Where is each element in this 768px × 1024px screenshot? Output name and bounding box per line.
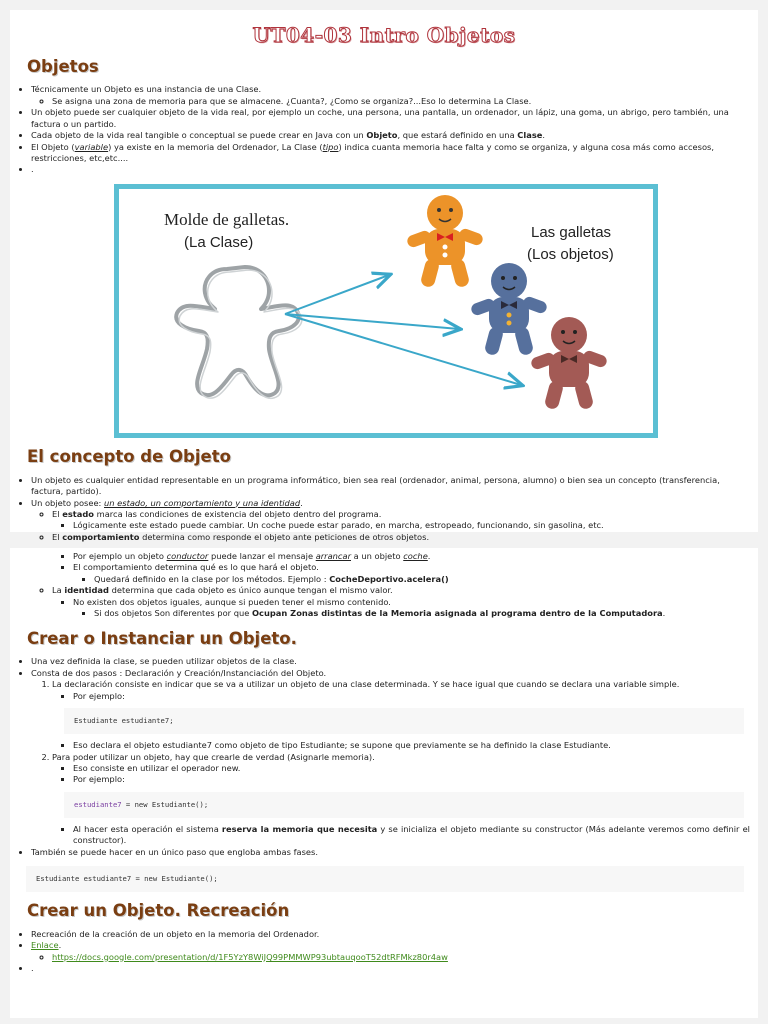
cookie-brown-icon: [530, 317, 609, 410]
concepto-list: [10, 475, 750, 544]
recreacion-list: [10, 929, 750, 975]
list-item: ◦ La identidad determina que cada objeto es único aunque tengan el mismo valor. ▪ No existen dos objetos iguales, aunque si pueden tener el mismo contenido. ▪ Si dos objetos Son diferentes por que Ocupan Zonas distintas de la Memoria asignada al programa dentro de la Computadora.: [52, 585, 750, 619]
steps-list: [31, 679, 750, 702]
list-item: • Cada objeto de la vida real tangible o conceptual se puede crear en Java con un Objeto, que estará definido en una Clase.: [31, 130, 750, 141]
list-item: ▪ Quedará definido en la clase por los métodos. Ejemplo : CocheDeportivo.acelera(): [94, 574, 750, 585]
list-item: • Enlace. ◦ https://docs.google.com/presentation/d/1F5YzY8WiJQ99PMMWP93ubtauqooT52dtRFMkz80r4aw: [31, 940, 750, 963]
code-block-declaration: Estudiante estudiante7;: [64, 708, 744, 734]
list-item: ▪ No existen dos objetos iguales, aunque si pueden tener el mismo contenido. ▪ Si dos objetos Son diferentes por que Ocupan Zonas distintas de la Memoria asignada al programa dentro de la Computadora.: [73, 597, 750, 620]
list-item: ▪ Por ejemplo:: [73, 691, 750, 702]
list-item: ◦ El comportamiento determina como responde el objeto ante peticiones de otros objetos.: [52, 532, 750, 543]
list-item: ▪ Lógicamente este estado puede cambiar. Un coche puede estar parado, en marcha, estropeado, funcionando, sin gasolina, etc.: [73, 520, 750, 531]
figure-right-label-1: Las galletas: [531, 223, 612, 241]
section-heading-concepto: El concepto de Objeto: [27, 446, 231, 466]
figure-left-label-2: (La Clase): [184, 233, 254, 251]
objetos-list: [10, 84, 750, 176]
enlace-link[interactable]: Enlace: [31, 940, 59, 951]
crear-list: [10, 656, 750, 702]
list-item: ▪ Por ejemplo:: [73, 774, 750, 785]
code-block-instantiation: estudiante7 = new Estudiante();: [64, 792, 744, 818]
section-heading-recreacion: Crear un Objeto. Recreación: [27, 901, 290, 921]
page-2: [10, 548, 758, 1018]
list-item: • Técnicamente un Objeto es una instancia de una Clase. ◦ Se asigna una zona de memoria para que se almacene. ¿Cuanta?, ¿Como se organiza?...Eso lo determina La Clase.: [31, 84, 750, 107]
code-block-combined: Estudiante estudiante7 = new Estudiante();: [26, 866, 744, 892]
page-1: [10, 10, 758, 542]
list-item: • También se puede hacer en un único paso que engloba ambas fases.: [31, 847, 750, 858]
section-heading-crear-instanciar: Crear o Instanciar un Objeto.: [27, 628, 297, 648]
arrows: [285, 275, 521, 385]
list-item: ▪ Eso consiste en utilizar el operador new.: [73, 763, 750, 774]
cookie-blue-icon: [470, 263, 549, 356]
figure-left-label-1: Molde de galletas.: [164, 209, 290, 229]
list-item: 1. La declaración consiste en indicar que se va a utilizar un objeto de una clase determinada. Y se hace igual que cuando se declara una variable simple. ▪ Por ejemplo:: [52, 679, 750, 702]
cookie-illustration: [119, 189, 653, 433]
presentation-link[interactable]: https://docs.google.com/presentation/d/1F5YzY8WiJQ99PMMWP93ubtauqooT52dtRFMkz80r4aw: [52, 951, 448, 962]
page-title: UT04-03 Intro Objetos: [252, 23, 516, 47]
section-heading-objetos: Objetos: [27, 56, 99, 76]
list-item: ▪ Por ejemplo un objeto conductor puede lanzar el mensaje arrancar a un objeto coche.: [73, 551, 750, 562]
list-item: [52, 952, 750, 963]
list-item: ▪ Al hacer esta operación el sistema reserva la memoria que necesita y se inicializa el objeto mediante su constructor (Más adelante veremos como definir el constructor).: [73, 824, 750, 847]
list-item: • El Objeto (variable) ya existe en la memoria del Ordenador, La Clase (tipo) indica cuanta memoria hace falta y como se organiza, y alguna cosa más como accesos, restricciones, etc,etc....: [31, 142, 750, 165]
list-item: • Consta de dos pasos : Declaración y Creación/Instanciación del Objeto. 1. La declaración consiste en indicar que se va a utilizar un objeto de una clase determinada. Y se hace igual que cuando se declara una variable simple. ▪ Por ejemplo:: [31, 668, 750, 702]
list-item: • .: [31, 963, 750, 974]
list-item: ◦ Se asigna una zona de memoria para que se almacene. ¿Cuanta?, ¿Como se organiza?...Eso lo determina La Clase.: [52, 96, 750, 107]
list-item: ▪ Eso declara el objeto estudiante7 como objeto de tipo Estudiante; se supone que previamente se ha definido la clase Estudiante.: [73, 740, 750, 751]
cookie-orange-icon: [406, 195, 485, 288]
list-item: ▪ El comportamiento determina qué es lo que hará el objeto. ▪ Quedará definido en la clase por los métodos. Ejemplo : CocheDeportivo.acelera(): [73, 562, 750, 585]
list-item: • .: [31, 164, 750, 175]
list-item: ▪ Si dos objetos Son diferentes por que Ocupan Zonas distintas de la Memoria asignada al programa dentro de la Computadora.: [94, 608, 750, 619]
list-item: 2. Para poder utilizar un objeto, hay que crearle de verdad (Asignarle memoria). ▪ Eso consiste en utilizar el operador new. ▪ Por ejemplo:: [52, 752, 750, 786]
list-item: • Una vez definida la clase, se pueden utilizar objetos de la clase.: [31, 656, 750, 667]
list-item: • Un objeto posee: un estado, un comportamiento y una identidad. ◦ El estado marca las condiciones de existencia del objeto dentro del programa. ▪ Lógicamente este estado puede cambiar. Un coche puede estar parado, en marcha, estropeado, funcionando, sin gasolina, etc. ◦ El comportamiento determina como responde el objeto ante peticiones de otros objetos.: [31, 498, 750, 544]
cookie-cutter-icon: [176, 267, 302, 398]
class-object-figure: [114, 184, 658, 438]
list-item: • Recreación de la creación de un objeto en la memoria del Ordenador.: [31, 929, 750, 940]
list-item: • Un objeto es cualquier entidad representable en un programa informático, bien sea real (ordenador, animal, persona, alumno) o bien sea un concepto (transferencia, factura, partido).: [31, 475, 750, 498]
list-item: • Un objeto puede ser cualquier objeto de la vida real, por ejemplo un coche, una persona, una pantalla, un ordenador, un lápiz, una goma, un abrigo, pero también, una factura o un partido.: [31, 107, 750, 130]
list-item: ◦ El estado marca las condiciones de existencia del objeto dentro del programa. ▪ Lógicamente este estado puede cambiar. Un coche puede estar parado, en marcha, estropeado, funcionando, sin gasolina, etc.: [52, 509, 750, 532]
figure-right-label-2: (Los objetos): [527, 245, 614, 263]
